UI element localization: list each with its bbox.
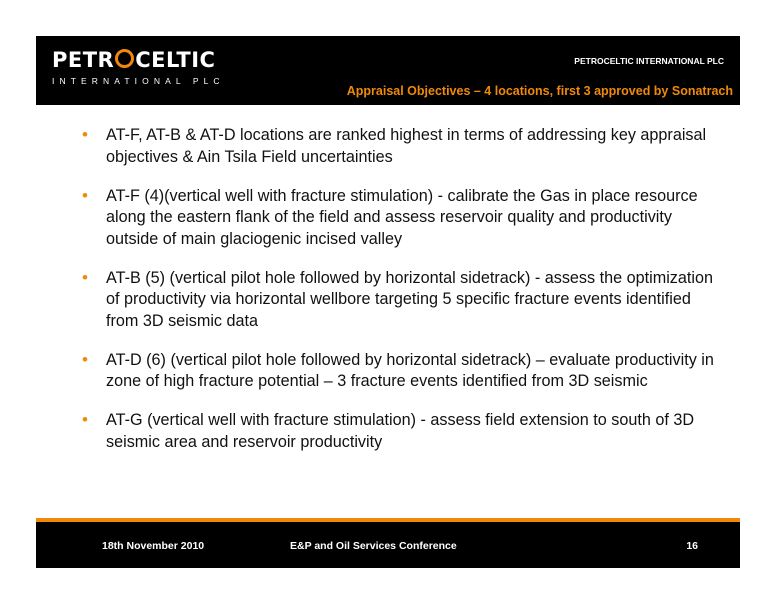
bullet-text: AT-D (6) (vertical pilot hole followed by horizontal sidetrack) – evaluate productivity in zone of high fracture potential – 3 fracture events identified from 3D seismic: [106, 350, 714, 390]
bullet-item: [82, 410, 722, 453]
bullet-marker: •: [82, 410, 88, 429]
bullet-marker: •: [82, 267, 88, 287]
slide-title: Appraisal Objectives – 4 locations, first 3 approved by Sonatrach: [346, 84, 733, 98]
bullet-text: AT-B (5) (vertical pilot hole followed by horizontal sidetrack) - assess the optimization of productivity via horizontal wellbore targeting 5 specific fracture events identified from 3D seismic data: [106, 268, 713, 330]
bullet-list: [82, 125, 722, 471]
company-name: PETROCELTIC INTERNATIONAL PLC: [574, 56, 724, 66]
bullet-item: [82, 186, 722, 251]
footer-bar: [36, 518, 740, 568]
bullet-item: [82, 350, 722, 393]
logo-text-after: CELTIC: [135, 48, 216, 72]
header-bar: [36, 36, 740, 105]
page-number: 16: [686, 540, 698, 552]
logo-text-before: PETR: [52, 48, 115, 72]
bullet-text: AT-G (vertical well with fracture stimulation) - assess field extension to south of 3D seismic area and reservoir productivity: [106, 411, 695, 451]
company-logo: [52, 48, 225, 86]
bullet-item: [82, 125, 722, 168]
footer-date: 18th November 2010: [102, 540, 205, 552]
footer-conference: E&P and Oil Services Conference: [290, 540, 457, 552]
bullet-marker: •: [82, 125, 88, 144]
bullet-text: AT-F (4)(vertical well with fracture stimulation) - calibrate the Gas in place resource along the eastern flank of the field and assess reservoir quality and productivity outside of main glaciogenic incised valley: [106, 186, 698, 248]
bullet-text: AT-F, AT-B & AT-D locations are ranked highest in terms of addressing key appraisal objectives & Ain Tsila Field uncertainties: [106, 126, 707, 166]
logo-wordmark: [52, 48, 225, 72]
bullet-item: [82, 268, 722, 333]
logo-subtitle: INTERNATIONAL PLC: [52, 76, 225, 86]
bullet-marker: •: [82, 185, 88, 205]
orange-ring-icon: [115, 49, 134, 68]
bullet-marker: •: [82, 349, 88, 369]
